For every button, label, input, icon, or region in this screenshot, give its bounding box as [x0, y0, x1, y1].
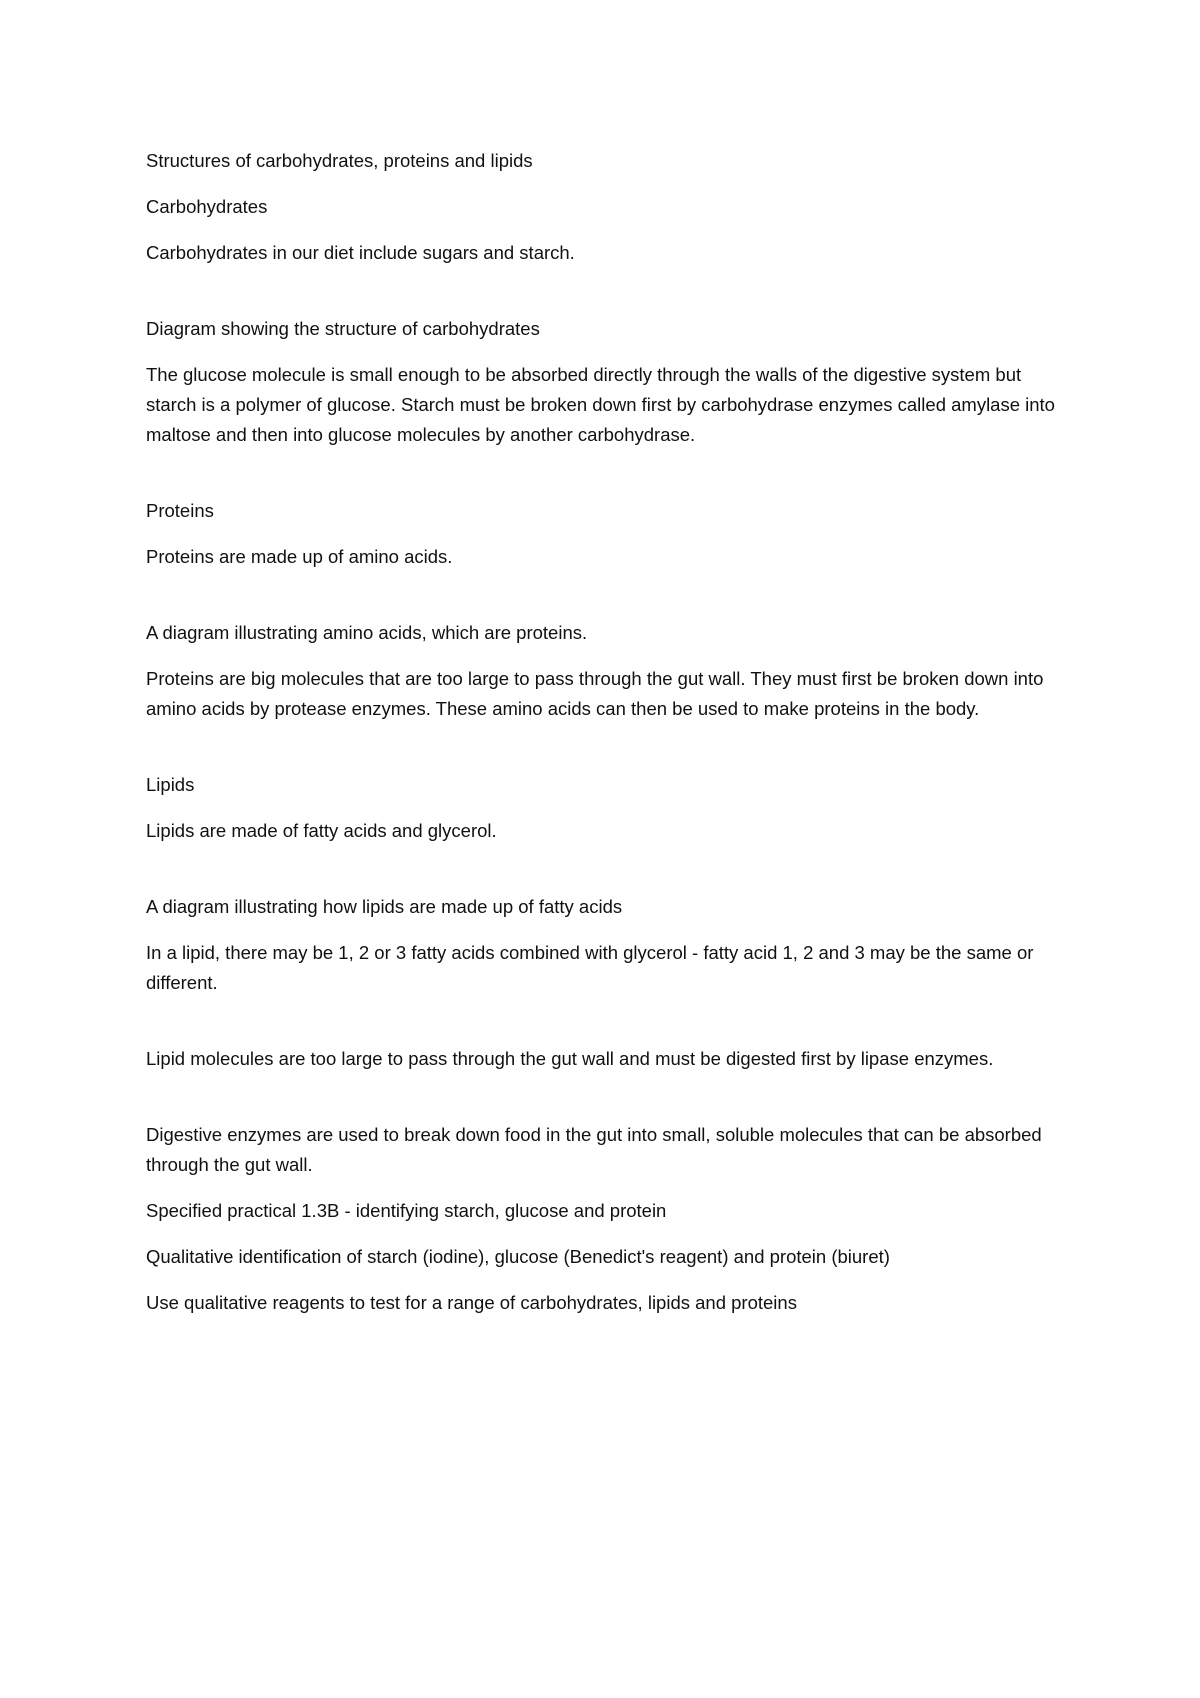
lipids-heading: Lipids — [146, 774, 195, 795]
practical-subtitle: Qualitative identification of starch (iodine), glucose (Benedict's reagent) and protein (biuret) — [146, 1246, 890, 1267]
practical-title: Specified practical 1.3B - identifying starch, glucose and protein — [146, 1200, 667, 1221]
document-title: Structures of carbohydrates, proteins and lipids — [146, 150, 533, 171]
spacer — [146, 862, 1056, 892]
practical-aim: Use qualitative reagents to test for a range of carbohydrates, lipids and proteins — [146, 1292, 797, 1313]
carbohydrates-body: The glucose molecule is small enough to be absorbed directly through the walls of the digestive system but starch is a polymer of glucose. Starch must be broken down first by carbohydrase enzymes called amylase into maltose and then into glucose molecules by another carbohydrase. — [146, 364, 1055, 445]
spacer — [146, 284, 1056, 314]
proteins-body: Proteins are big molecules that are too large to pass through the gut wall. They must first be broken down into amino acids by protease enzymes. These amino acids can then be used to make proteins in the body. — [146, 668, 1044, 719]
proteins-intro: Proteins are made up of amino acids. — [146, 546, 453, 567]
carbohydrates-intro: Carbohydrates in our diet include sugars and starch. — [146, 242, 575, 263]
spacer — [146, 1090, 1056, 1120]
lipids-body: In a lipid, there may be 1, 2 or 3 fatty acids combined with glycerol - fatty acid 1, 2 and 3 may be the same or different. — [146, 942, 1034, 993]
document-content — [146, 146, 1056, 1334]
lipids-intro: Lipids are made of fatty acids and glycerol. — [146, 820, 497, 841]
proteins-diagram-caption: A diagram illustrating amino acids, which are proteins. — [146, 622, 588, 643]
summary-paragraph: Digestive enzymes are used to break down food in the gut into small, soluble molecules that can be absorbed through the gut wall. — [146, 1124, 1042, 1175]
lipids-digestion: Lipid molecules are too large to pass through the gut wall and must be digested first by lipase enzymes. — [146, 1048, 994, 1069]
spacer — [146, 1014, 1056, 1044]
carbohydrates-heading: Carbohydrates — [146, 196, 268, 217]
carbohydrates-diagram-caption: Diagram showing the structure of carbohydrates — [146, 318, 540, 339]
spacer — [146, 740, 1056, 770]
proteins-heading: Proteins — [146, 500, 214, 521]
spacer — [146, 466, 1056, 496]
spacer — [146, 588, 1056, 618]
lipids-diagram-caption: A diagram illustrating how lipids are made up of fatty acids — [146, 896, 623, 917]
